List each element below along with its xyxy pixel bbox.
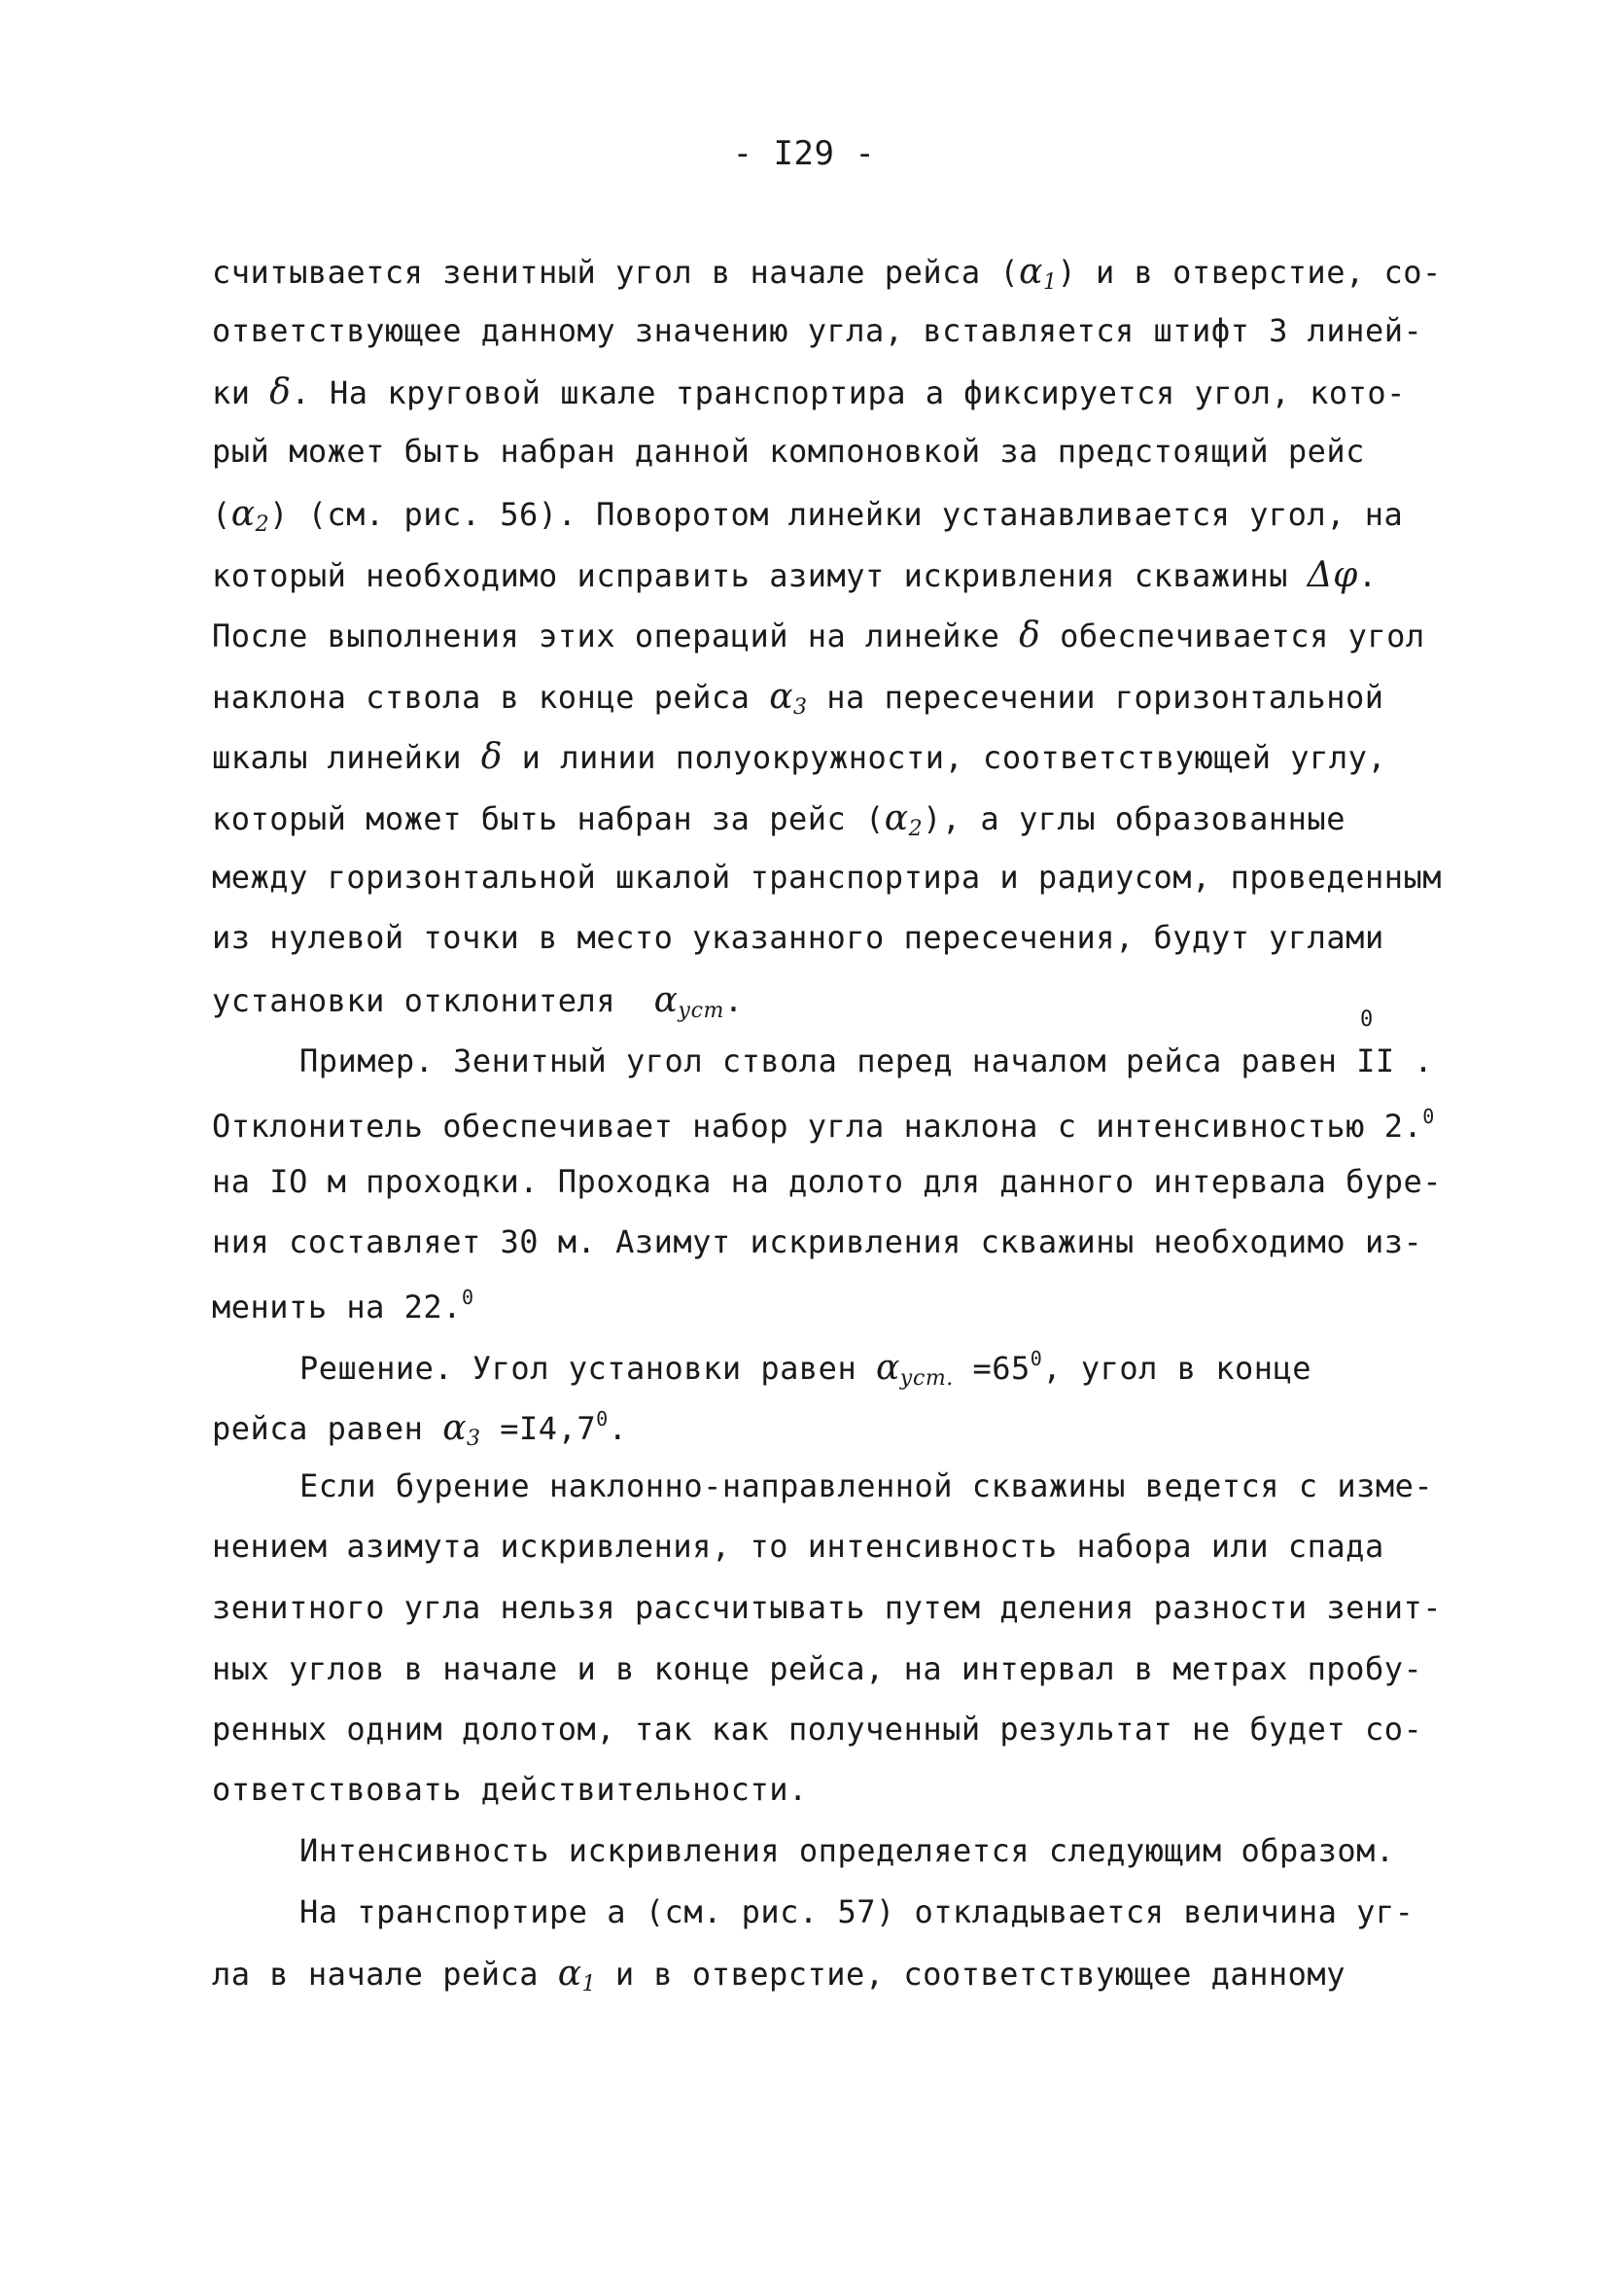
line-text: ) и в отверстие, со- — [1057, 254, 1442, 291]
text-line — [212, 798, 1346, 841]
degree-sign: 0 — [596, 1407, 609, 1431]
line-text: Интенсивность искривления определяется следующим образом. — [299, 1832, 1395, 1869]
text-line — [299, 1832, 1395, 1869]
line-text: . — [1394, 1042, 1434, 1079]
text-line — [212, 1288, 474, 1323]
math-symbol: Δφ — [1307, 555, 1358, 595]
text-line — [299, 1042, 1434, 1079]
line-text: После выполнения этих операций на линейке — [212, 618, 1020, 654]
line-text: и в отверстие, соответствующее данному — [596, 1956, 1346, 1993]
math-symbol: α — [875, 1348, 900, 1388]
line-text: ных углов в начале и в конце рейса, на интервал в метрах пробу- — [212, 1650, 1423, 1687]
text-line — [212, 1589, 1442, 1626]
text-line — [212, 1711, 1423, 1748]
math-subscript: 1 — [1042, 270, 1058, 295]
text-line — [212, 618, 1425, 653]
line-text: ки — [212, 374, 270, 411]
line-text: Отклонитель обеспечивает набор угла наклона с интенсивностью 2 — [212, 1108, 1404, 1145]
math-symbol: α — [442, 1408, 467, 1448]
line-text: , угол в конце — [1042, 1350, 1312, 1387]
math-subscript: уст — [678, 999, 724, 1023]
text-line — [212, 433, 1365, 470]
line-text: который может быть набран за рейс ( — [212, 800, 885, 837]
text-line — [212, 372, 1406, 412]
math-subscript: 1 — [581, 1972, 597, 1996]
math-subscript: 3 — [793, 695, 808, 720]
text-line — [212, 1105, 1435, 1145]
line-text: . — [1357, 557, 1378, 594]
text-line — [212, 555, 1378, 595]
line-text: ренных одним долотом, так как полученный результат не будет со- — [212, 1711, 1423, 1748]
line-text: нением азимута искривления, то интенсивность набора или спада — [212, 1528, 1384, 1565]
line-text: ла в начале рейса — [212, 1956, 558, 1993]
math-symbol: δ — [480, 737, 503, 777]
line-text: ) (см. рис. 56). Поворотом линейки устанавливается угол, на — [269, 496, 1404, 533]
line-text: менить на 22 — [212, 1289, 443, 1325]
line-text: ответствовать действительности. — [212, 1771, 808, 1808]
math-symbol: α — [230, 494, 256, 534]
text-line — [212, 494, 1404, 537]
text-line — [212, 1163, 1442, 1200]
text-line — [212, 1409, 627, 1450]
text-line — [299, 1467, 1434, 1504]
line-text: . — [723, 982, 744, 1019]
text-line — [299, 1893, 1415, 1930]
line-text: =I4,7 — [480, 1410, 597, 1447]
line-text: . На круговой шкале транспортира а фиксируется угол, кото- — [291, 374, 1406, 411]
text-line — [212, 919, 1384, 956]
line-text: из нулевой точки в место указанного пересечения, будут углами — [212, 919, 1384, 956]
math-subscript: 2 — [908, 817, 924, 841]
text-line — [299, 1349, 1311, 1390]
math-subscript: 2 — [255, 512, 270, 537]
line-text: рейса равен — [212, 1410, 443, 1447]
line-text: рый может быть набран данной компоновкой за предстоящий рейс — [212, 433, 1365, 470]
math-subscript: 3 — [467, 1427, 481, 1451]
math-symbol: α — [557, 1954, 582, 1994]
line-text: на IO м проходки. Проходка на долото для данного интервала буре- — [212, 1163, 1442, 1200]
text-line — [212, 1528, 1384, 1565]
degree-mark: 0 — [1360, 1007, 1374, 1032]
line-text: Пример. Зенитный угол ствола перед началом рейса равен II — [299, 1042, 1395, 1079]
line-text: ), а углы образованные — [923, 800, 1346, 837]
line-text: между горизонтальной шкалой транспортира и радиусом, проведенным — [212, 859, 1442, 896]
line-text: ответствующее данному значению угла, вставляется штифт 3 линей- — [212, 312, 1423, 349]
line-text: и линии полуокружности, соответствующей углу, — [502, 739, 1387, 776]
line-text: . — [1403, 1108, 1423, 1145]
line-text: который необходимо исправить азимут искривления скважины — [212, 557, 1308, 594]
line-text: считывается зенитный угол в начале рейса ( — [212, 254, 1020, 291]
text-line — [212, 1650, 1423, 1687]
degree-sign: 0 — [1422, 1105, 1435, 1128]
line-text: . — [608, 1410, 628, 1447]
line-text: наклона ствола в конце рейса — [212, 679, 770, 716]
text-line — [212, 980, 744, 1023]
line-text: =65 — [953, 1350, 1031, 1387]
text-line — [212, 252, 1442, 295]
line-text: Если бурение наклонно-направленной скважины ведется с изме- — [299, 1467, 1434, 1504]
text-line — [212, 859, 1442, 896]
line-text: установки отклонителя — [212, 982, 654, 1019]
math-symbol: δ — [269, 372, 292, 412]
math-symbol: α — [769, 677, 794, 717]
line-text: ния составляет 30 м. Азимут искривления скважины необходимо из- — [212, 1223, 1423, 1260]
line-text: На транспортире а (см. рис. 57) откладывается величина уг- — [299, 1893, 1415, 1930]
math-symbol: δ — [1019, 616, 1041, 655]
degree-sign: 0 — [461, 1286, 474, 1309]
line-text: на пересечении горизонтальной — [807, 679, 1384, 716]
page-number: - I29 - — [732, 134, 876, 173]
text-line — [212, 1771, 808, 1808]
line-text: ( — [212, 496, 231, 533]
text-line — [212, 677, 1384, 720]
text-line — [212, 1223, 1423, 1260]
degree-sign: 0 — [1030, 1347, 1043, 1370]
text-line — [212, 1954, 1346, 1996]
text-line — [212, 312, 1423, 349]
line-text: шкалы линейки — [212, 739, 481, 776]
math-subscript: уст. — [899, 1366, 954, 1391]
text-line — [212, 737, 1387, 777]
math-symbol: α — [1019, 252, 1043, 292]
line-text: . — [442, 1289, 462, 1325]
line-text: обеспечивается угол — [1040, 618, 1425, 654]
line-text: Решение. Угол установки равен — [299, 1350, 876, 1387]
line-text: зенитного угла нельзя рассчитывать путем деления разности зенит- — [212, 1589, 1442, 1626]
math-symbol: α — [884, 798, 909, 838]
math-symbol: α — [653, 980, 679, 1020]
